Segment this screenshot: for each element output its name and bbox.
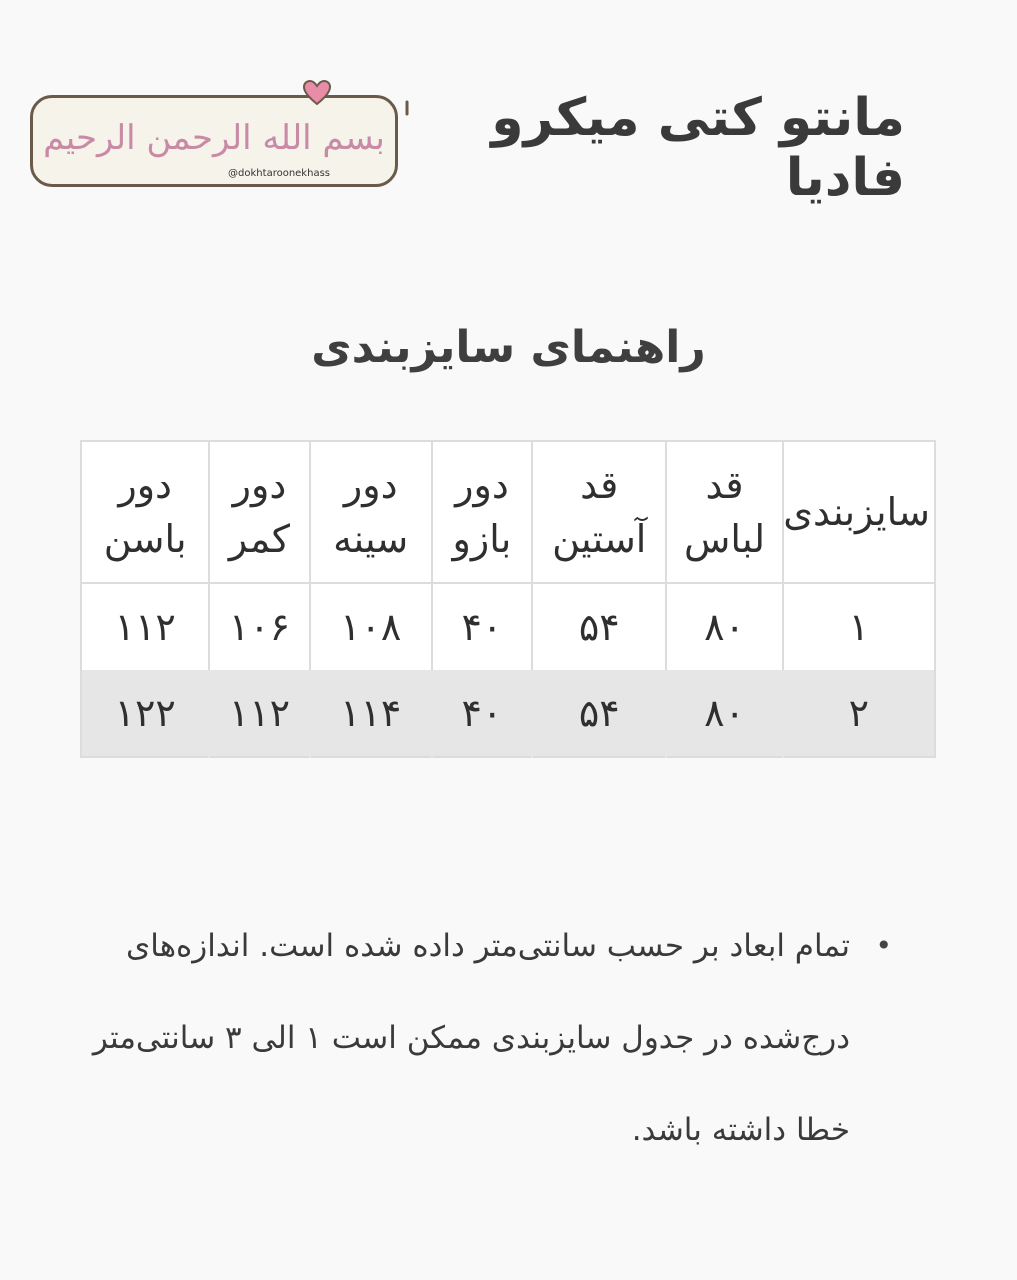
table-cell: ۴۰	[432, 670, 532, 757]
header-sleeve-length: قد آستین	[532, 441, 666, 583]
size-table	[80, 440, 936, 758]
table-row	[81, 670, 935, 757]
header-waist: دور کمر	[209, 441, 309, 583]
product-title: مانتو کتی میکرو فادیا	[491, 88, 905, 208]
table-cell: ۸۰	[666, 670, 782, 757]
stamp-handle: @dokhtaroonekhass	[228, 168, 330, 179]
table-cell: ۵۴	[532, 583, 666, 670]
header-size: سایزبندی	[783, 441, 935, 583]
table-cell: ۱۱۲	[81, 583, 209, 670]
header-dress-length: قد لباس	[666, 441, 782, 583]
sparkle-icon	[401, 100, 413, 130]
note-item	[90, 900, 892, 1176]
table-cell: ۱۲۲	[81, 670, 209, 757]
table-cell: ۸۰	[666, 583, 782, 670]
table-header-row	[81, 441, 935, 583]
table-row	[81, 583, 935, 670]
table-cell: ۱۱۴	[310, 670, 432, 757]
header-chest: دور سینه	[310, 441, 432, 583]
table-cell: ۱	[783, 583, 935, 670]
bismillah-stamp	[30, 95, 398, 187]
table-cell: ۲	[783, 670, 935, 757]
table-cell: ۴۰	[432, 583, 532, 670]
note-text: تمام ابعاد بر حسب سانتی‌متر داده شده است. اندازه‌های درج‌شده در جدول سایزبندی ممکن است ۱ الی ۳ سانتی‌متر خطا داشته باشد.	[92, 928, 850, 1148]
size-table-container	[80, 440, 936, 758]
size-guide-title: راهنمای سایزبندی	[311, 322, 706, 373]
measurement-note	[90, 900, 890, 1176]
stamp-text: بسم الله الرحمن الرحیم	[43, 118, 385, 158]
bullet-icon: •	[875, 929, 892, 962]
header-hip: دور باسن	[103, 463, 187, 561]
table-cell: ۱۰۸	[310, 583, 432, 670]
table-cell: ۱۱۲	[209, 670, 309, 757]
heart-icon	[303, 80, 331, 106]
table-cell: ۵۴	[532, 670, 666, 757]
table-cell: ۱۰۶	[209, 583, 309, 670]
header-arm: دور بازو	[432, 441, 532, 583]
